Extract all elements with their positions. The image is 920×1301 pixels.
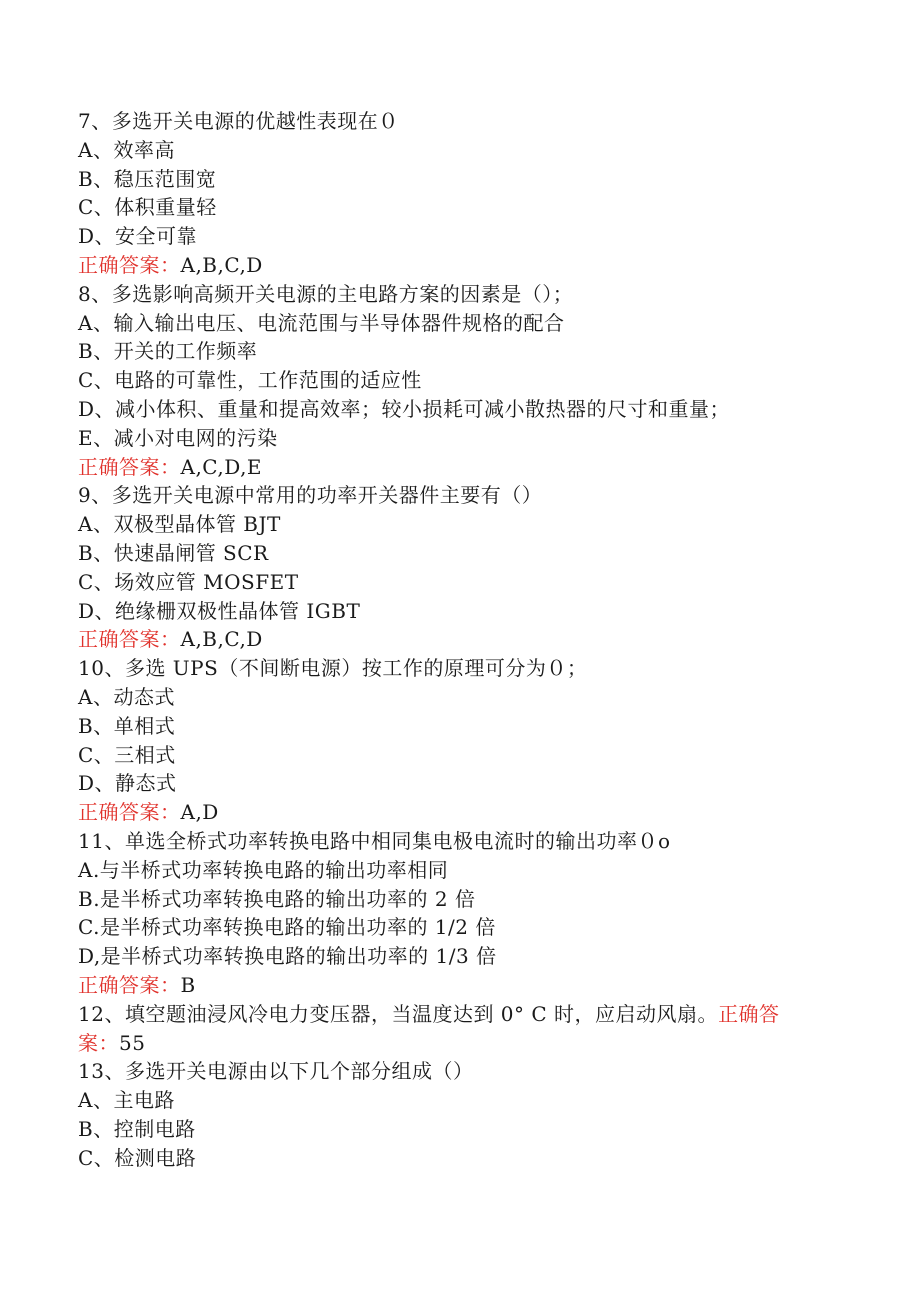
- answer-value: B: [180, 972, 196, 997]
- question-9-stem: 9、多选开关电源中常用的功率开关器件主要有（）: [78, 483, 543, 508]
- answer-value: A,C,D,E: [180, 454, 263, 479]
- option-d: D、静态式: [78, 771, 177, 796]
- option-a: A、双极型晶体管 BJT: [78, 512, 281, 537]
- option-a: A.与半桥式功率转换电路的输出功率相同: [78, 857, 449, 882]
- answer-label: 正确答案：: [78, 252, 181, 277]
- option-d: D,是半桥式功率转换电路的输出功率的 1/3 倍: [78, 944, 497, 969]
- answer-label: 正确答案：: [78, 454, 181, 479]
- answer-line: [78, 798, 818, 827]
- option-b: B、开关的工作频率: [78, 339, 258, 364]
- question-10-stem: 10、多选 UPS（不间断电源）按工作的原理可分为０；: [78, 656, 588, 681]
- option-c: C、电路的可靠性，工作范围的适应性: [78, 368, 422, 393]
- answer-label: 正确答案：: [78, 800, 181, 825]
- answer-line: [78, 251, 818, 280]
- answer-line: [78, 453, 818, 482]
- question-12-text: 12、填空题油浸风冷电力变压器，当温度达到 0° C 时，应启动风扇。: [78, 1001, 719, 1026]
- option-c: C、场效应管 MOSFET: [78, 569, 299, 594]
- answer-label: 正确答案：: [78, 627, 181, 652]
- answer-value: 55: [119, 1030, 146, 1055]
- option-a: A、效率高: [78, 137, 175, 162]
- question-12-stem: [78, 1000, 818, 1058]
- document-page: [78, 107, 818, 1172]
- question-8-stem: 8、多选影响高频开关电源的主电路方案的因素是（）；: [78, 281, 574, 306]
- option-a: A、动态式: [78, 684, 175, 709]
- answer-label: 正确答案：: [78, 1001, 780, 1055]
- question-13-stem: 13、多选开关电源由以下几个部分组成（）: [78, 1059, 474, 1084]
- option-c: C、体积重量轻: [78, 195, 217, 220]
- answer-value: A,B,C,D: [180, 252, 263, 277]
- option-d: D、安全可靠: [78, 224, 198, 249]
- question-11-stem: 11、单选全桥式功率转换电路中相同集电极电流时的输出功率０o: [78, 828, 671, 853]
- question-7-stem: 7、多选开关电源的优越性表现在０: [78, 109, 399, 133]
- answer-label: 正确答案：: [78, 972, 181, 997]
- option-b: B、稳压范围宽: [78, 166, 217, 191]
- option-b: B、快速晶闸管 SCR: [78, 540, 269, 565]
- answer-line: [78, 971, 818, 1000]
- option-c: C.是半桥式功率转换电路的输出功率的 1/2 倍: [78, 915, 496, 940]
- option-a: A、主电路: [78, 1088, 175, 1113]
- answer-value: A,D: [180, 800, 219, 825]
- option-d: D、绝缘栅双极性晶体管 IGBT: [78, 598, 361, 623]
- option-e: E、减小对电网的污染: [78, 425, 278, 450]
- answer-line: [78, 625, 818, 654]
- option-c: C、检测电路: [78, 1145, 197, 1170]
- option-b: B、控制电路: [78, 1116, 196, 1141]
- option-c: C、三相式: [78, 742, 176, 767]
- option-b: B、单相式: [78, 713, 176, 738]
- option-b: B.是半桥式功率转换电路的输出功率的 2 倍: [78, 886, 476, 911]
- option-d: D、减小体积、重量和提高效率；较小损耗可减小散热器的尺寸和重量；: [78, 396, 731, 421]
- option-a: A、输入输出电压、电流范围与半导体器件规格的配合: [78, 310, 565, 335]
- answer-value: A,B,C,D: [180, 627, 263, 652]
